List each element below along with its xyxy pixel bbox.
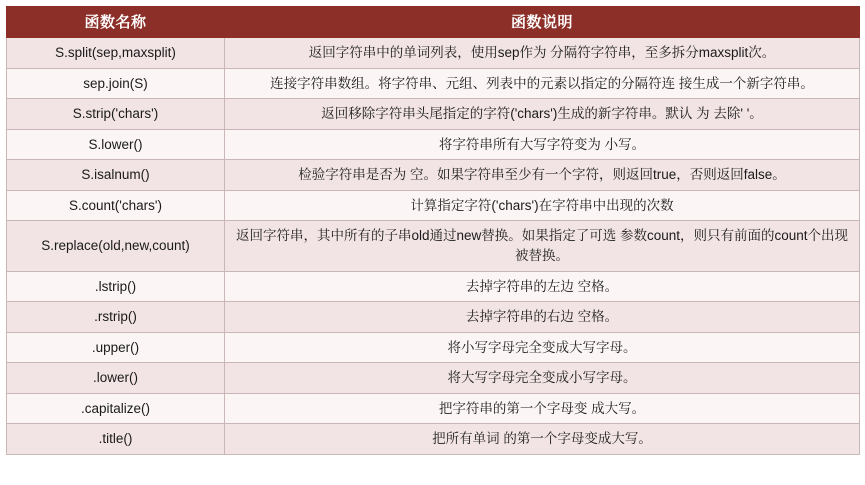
table-row <box>7 424 860 455</box>
cell-function-name: .upper() <box>7 332 225 363</box>
table-row <box>7 99 860 130</box>
cell-function-description: 返回移除字符串头尾指定的字符('chars')生成的新字符串。默认 为 去除' '。 <box>225 99 860 130</box>
table-row <box>7 332 860 363</box>
column-header-function-name: 函数名称 <box>7 7 225 38</box>
cell-function-name: .lstrip() <box>7 271 225 302</box>
table-row <box>7 302 860 333</box>
cell-function-name: .capitalize() <box>7 393 225 424</box>
table-row <box>7 363 860 394</box>
cell-function-name: .title() <box>7 424 225 455</box>
table-header <box>7 7 860 38</box>
cell-function-description: 检验字符串是否为 空。如果字符串至少有一个字符，则返回true，否则返回false。 <box>225 160 860 191</box>
cell-function-name: .rstrip() <box>7 302 225 333</box>
table-row <box>7 129 860 160</box>
cell-function-description: 返回字符串，其中所有的子串old通过new替换。如果指定了可选 参数count，则只有前面的count个出现被替换。 <box>225 221 860 271</box>
cell-function-description: 将小写字母完全变成大写字母。 <box>225 332 860 363</box>
cell-function-name: S.strip('chars') <box>7 99 225 130</box>
cell-function-description: 去掉字符串的左边 空格。 <box>225 271 860 302</box>
table-row <box>7 271 860 302</box>
table-row <box>7 68 860 99</box>
table-body <box>7 38 860 455</box>
cell-function-name: S.isalnum() <box>7 160 225 191</box>
cell-function-name: S.split(sep,maxsplit) <box>7 38 225 69</box>
table-row <box>7 190 860 221</box>
cell-function-description: 计算指定字符('chars')在字符串中出现的次数 <box>225 190 860 221</box>
cell-function-name: .lower() <box>7 363 225 394</box>
cell-function-name: S.lower() <box>7 129 225 160</box>
column-header-function-description: 函数说明 <box>225 7 860 38</box>
cell-function-description: 连接字符串数组。将字符串、元组、列表中的元素以指定的分隔符连 接生成一个新字符串。 <box>225 68 860 99</box>
table-row <box>7 38 860 69</box>
cell-function-description: 去掉字符串的右边 空格。 <box>225 302 860 333</box>
cell-function-description: 将字符串所有大写字符变为 小写。 <box>225 129 860 160</box>
cell-function-name: S.replace(old,new,count) <box>7 221 225 271</box>
table-row <box>7 221 860 271</box>
table-row <box>7 160 860 191</box>
string-functions-table <box>6 6 860 455</box>
table-row <box>7 393 860 424</box>
cell-function-description: 把字符串的第一个字母变 成大写。 <box>225 393 860 424</box>
cell-function-description: 将大写字母完全变成小写字母。 <box>225 363 860 394</box>
cell-function-name: S.count('chars') <box>7 190 225 221</box>
cell-function-name: sep.join(S) <box>7 68 225 99</box>
cell-function-description: 返回字符串中的单词列表，使用sep作为 分隔符字符串，至多拆分maxsplit次。 <box>225 38 860 69</box>
cell-function-description: 把所有单词 的第一个字母变成大写。 <box>225 424 860 455</box>
table-header-row <box>7 7 860 38</box>
